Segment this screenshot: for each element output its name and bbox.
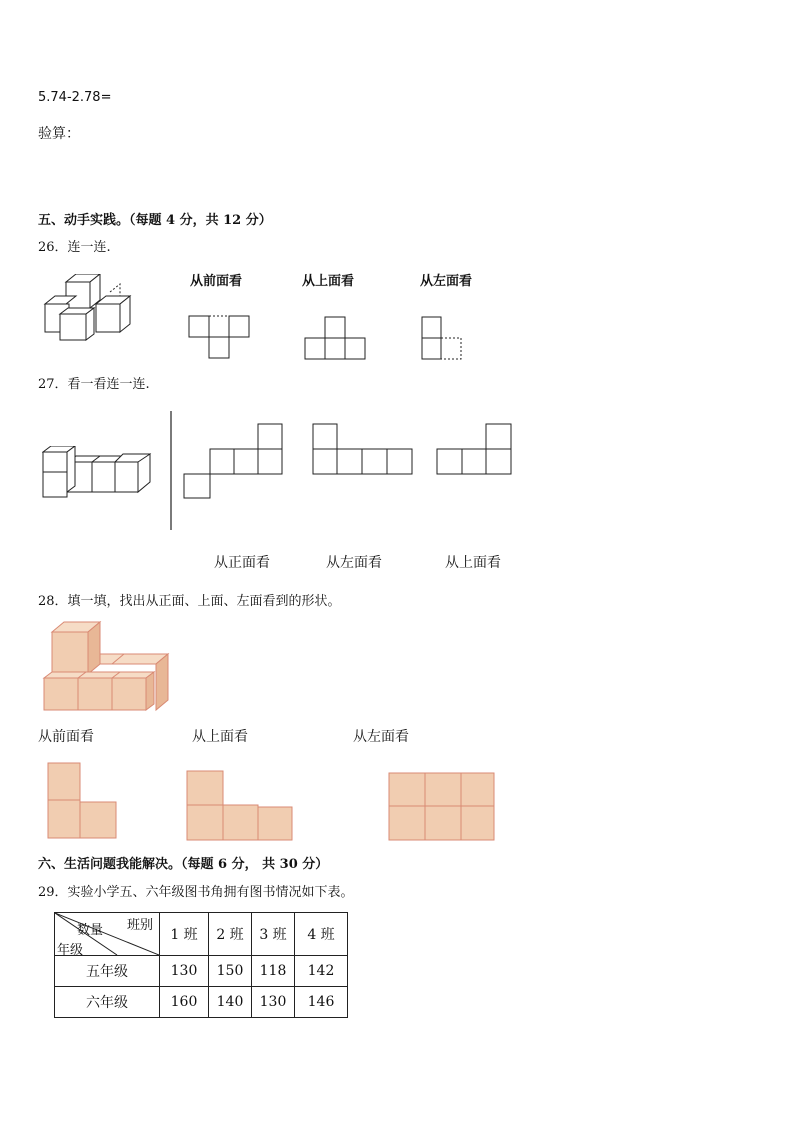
- q26-shape-l: [421, 316, 465, 360]
- q28-cube-figure: [42, 620, 172, 714]
- check-label: 验算：: [38, 126, 80, 142]
- q29-label: 29．实验小学五、六年级图书角拥有图书情况如下表。: [38, 885, 354, 900]
- q27-shape-row-left-top: [311, 422, 415, 476]
- q27-shape-row-right-top: [435, 422, 515, 476]
- table-cell: 160: [160, 987, 209, 1018]
- q28-view-label-top: 从上面看: [192, 729, 248, 745]
- table-row: [55, 956, 348, 987]
- column-header: 3 班: [252, 913, 295, 956]
- q28-shape-l: [47, 762, 119, 840]
- q27-view-label-left: 从左面看: [326, 555, 382, 571]
- q26-shape-inverted-t: [304, 316, 368, 360]
- column-header: 1 班: [160, 913, 209, 956]
- q27-view-label-front: 从正面看: [214, 555, 270, 571]
- q28-shape-grid: [388, 772, 496, 842]
- header-grade-label: 年级: [57, 943, 84, 958]
- q26-view-label-left: 从左面看: [420, 274, 473, 289]
- table-cell: 140: [209, 987, 252, 1018]
- q26-view-label-top: 从上面看: [302, 274, 355, 289]
- column-header: 2 班: [209, 913, 252, 956]
- table-cell: 130: [252, 987, 295, 1018]
- row-grade: 五年级: [55, 956, 160, 987]
- q27-shape-stairs: [182, 422, 286, 500]
- table-cell: 146: [295, 987, 348, 1018]
- header-quantity-label: 数量: [77, 923, 104, 938]
- q28-shape-steps: [186, 770, 294, 842]
- q28-label: 28．填一填，找出从正面、上面、左面看到的形状。: [38, 594, 341, 609]
- q28-view-label-front: 从前面看: [38, 729, 94, 745]
- q26-label: 26．连一连.: [38, 240, 111, 255]
- table-cell: 130: [160, 956, 209, 987]
- table-cell: 142: [295, 956, 348, 987]
- subtraction-expression: 5.74-2.78=: [38, 90, 112, 105]
- table-row: [55, 987, 348, 1018]
- q27-cube-figure: [42, 446, 154, 500]
- books-table: [54, 912, 348, 1018]
- row-grade: 六年级: [55, 987, 160, 1018]
- header-class-label: 班别: [126, 918, 153, 933]
- diagonal-header-cell: [55, 913, 160, 956]
- q27-label: 27．看一看连一连.: [38, 377, 150, 392]
- q26-shape-t: [188, 315, 252, 359]
- table-cell: 118: [252, 956, 295, 987]
- q28-view-label-left: 从左面看: [353, 729, 409, 745]
- q27-divider: [168, 410, 174, 532]
- column-header: 4 班: [295, 913, 348, 956]
- q26-view-label-front: 从前面看: [190, 274, 243, 289]
- section6-title: 六、生活问题我能解决。（每题 6 分， 共 30 分）: [38, 857, 329, 872]
- q27-view-label-top: 从上面看: [445, 555, 501, 571]
- q26-cube-figure: [42, 274, 138, 342]
- section5-title: 五、动手实践。（每题 4 分，共 12 分）: [38, 213, 272, 228]
- table-cell: 150: [209, 956, 252, 987]
- table-header-row: [55, 913, 348, 956]
